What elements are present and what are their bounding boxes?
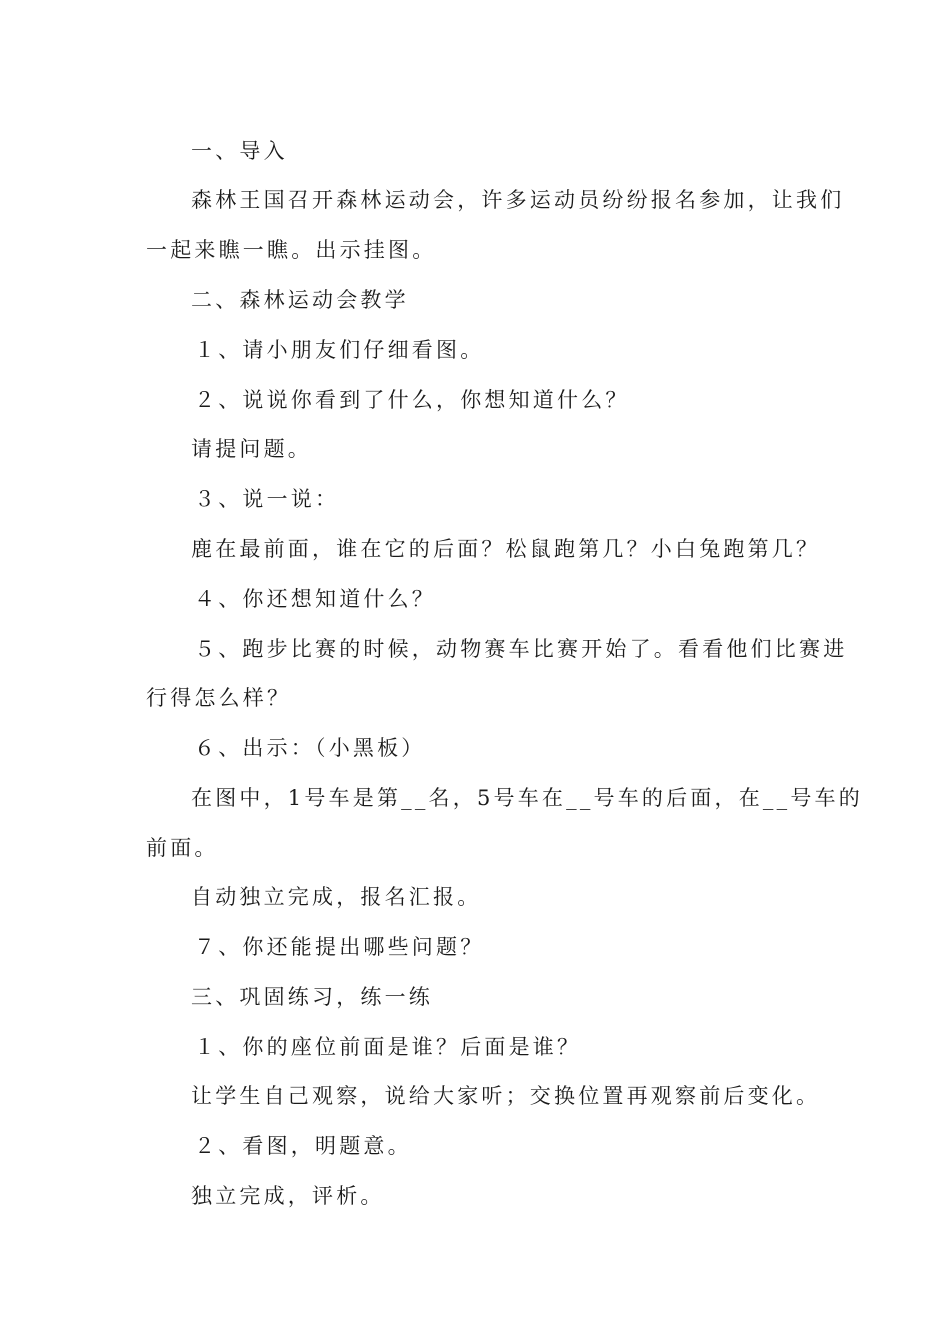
section-heading-teaching: 二、森林运动会教学	[191, 288, 409, 312]
paragraph-line: 自动独立完成，报名汇报。	[191, 885, 482, 909]
paragraph-line: 请提问题。	[191, 437, 312, 461]
list-item: ６、出示：（小黑板）	[194, 736, 426, 760]
paragraph-line: 独立完成，评析。	[191, 1184, 385, 1208]
list-item: ５、跑步比赛的时候，动物赛车比赛开始了。看看他们比赛进	[194, 637, 848, 661]
list-item: １、请小朋友们仔细看图。	[194, 338, 485, 362]
paragraph-line: 一起来瞧一瞧。出示挂图。	[146, 238, 437, 262]
paragraph-line: 鹿在最前面，谁在它的后面？松鼠跑第几？小白兔跑第几？	[191, 537, 821, 561]
list-item: ４、你还想知道什么？	[194, 587, 436, 611]
list-item: ２、说说你看到了什么，你想知道什么？	[194, 388, 630, 412]
list-item: ２、看图，明题意。	[194, 1134, 412, 1158]
paragraph-line: 前面。	[146, 836, 219, 860]
list-item: ７、你还能提出哪些问题？	[194, 935, 485, 959]
paragraph-line: 森林王国召开森林运动会，许多运动员纷纷报名参加，让我们	[191, 188, 845, 212]
paragraph-line: 在图中，1号车是第__名，5号车在__号车的后面，在__号车的	[191, 786, 863, 810]
section-heading-practice: 三、巩固练习，练一练	[191, 985, 433, 1009]
list-item: ３、说一说：	[194, 487, 340, 511]
paragraph-line: 让学生自己观察，说给大家听；交换位置再观察前后变化。	[191, 1084, 821, 1108]
paragraph-line: 行得怎么样？	[146, 686, 292, 710]
list-item: １、你的座位前面是谁？后面是谁？	[194, 1035, 582, 1059]
section-heading-intro: 一、导入	[191, 139, 288, 163]
